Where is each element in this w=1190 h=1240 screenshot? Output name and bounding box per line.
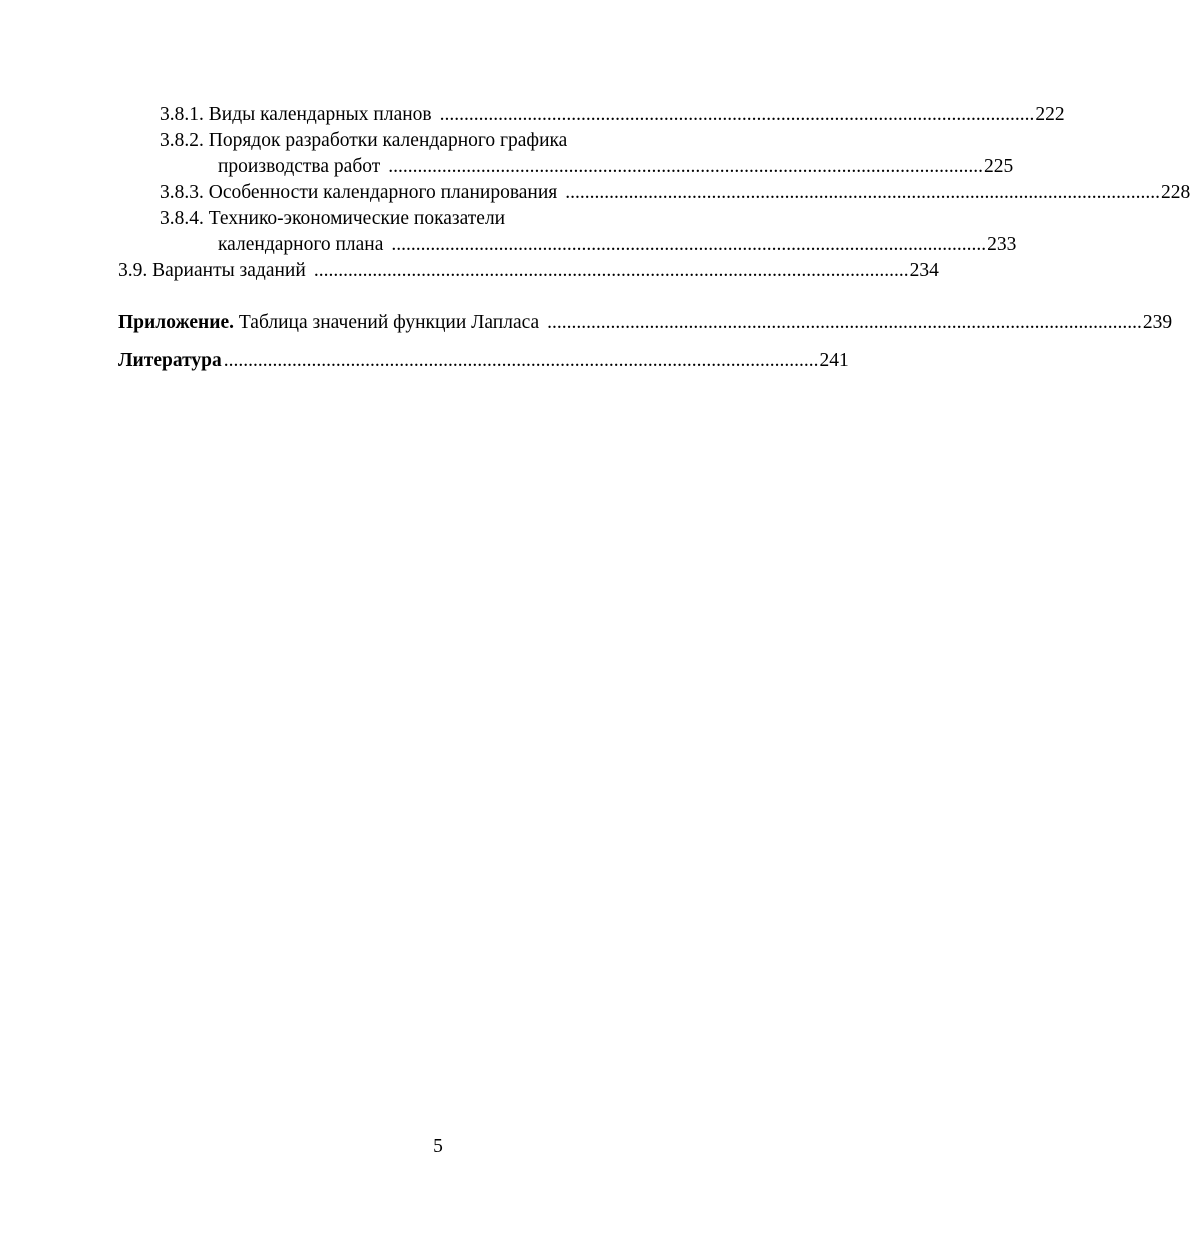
toc-entry-page: 234	[909, 260, 939, 281]
toc-entry-3-8-2-continued	[118, 154, 1014, 180]
dot-leader: ..........................................................................................................................	[388, 156, 984, 177]
toc-entry-page: 239	[1142, 312, 1173, 333]
toc-entry-page: 222	[1035, 104, 1065, 125]
dot-leader: ..........................................................................................................................	[313, 260, 909, 281]
toc-entry-label: 3.8.1. Виды календарных планов	[160, 104, 432, 125]
toc-entry-label: 3.8.2. Порядок разработки календарного графика	[160, 130, 568, 151]
dot-leader: ..........................................................................................................................	[391, 234, 987, 255]
toc-entry-label: производства работ	[218, 156, 381, 177]
toc-entry-page: 241	[819, 350, 849, 371]
spacer	[118, 284, 743, 310]
toc-entry-page: 225	[984, 156, 1014, 177]
toc-entry-3-8-3	[118, 180, 1190, 206]
page-number: 5	[433, 1136, 443, 1157]
literature-heading: Литература	[118, 350, 222, 371]
toc-entry-3-8-4-continued	[118, 232, 1017, 258]
spacer	[118, 336, 743, 348]
toc-entry-page: 228	[1161, 182, 1190, 203]
toc-entry-label: 3.8.3. Особенности календарного планирования	[160, 182, 558, 203]
toc-entry-3-9	[118, 258, 939, 284]
appendix-heading: Приложение.	[118, 312, 234, 333]
toc-entry-label: календарного плана	[218, 234, 384, 255]
dot-leader: ..........................................................................................................................	[565, 182, 1161, 203]
dot-leader: ..........................................................................................................................	[547, 312, 1142, 333]
toc-entry-label: 3.8.4. Технико-экономические показатели	[160, 208, 506, 229]
toc-entry-page: 233	[987, 234, 1017, 255]
toc-entry-literature	[118, 348, 849, 374]
toc-entry-3-8-4	[118, 206, 743, 232]
dot-leader: ..........................................................................................................................	[439, 104, 1035, 125]
dot-leader: ..........................................................................................................................	[223, 350, 819, 371]
table-of-contents	[118, 102, 1190, 374]
toc-entry-label: 3.9. Варианты заданий	[118, 260, 306, 281]
toc-entry-label: Таблица значений функции Лапласа	[234, 312, 540, 333]
toc-entry-appendix	[118, 310, 1173, 336]
toc-entry-3-8-1	[118, 102, 1065, 128]
toc-entry-3-8-2	[118, 128, 743, 154]
